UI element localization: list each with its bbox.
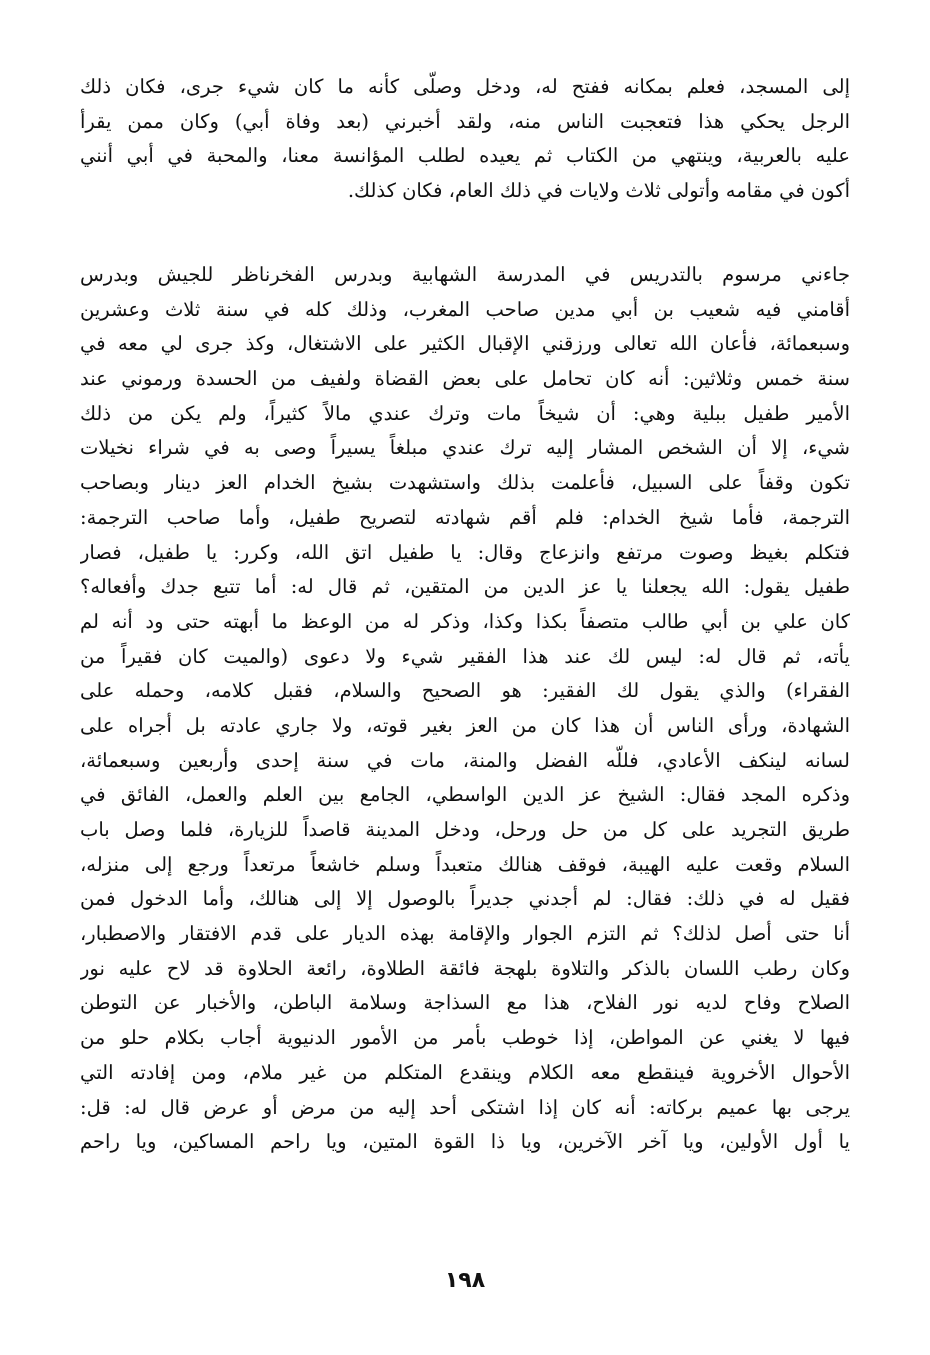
text-line: أكون في مقامه وأتولى ثلاث ولايات في ذلك العام، فكان كذلك. (347, 178, 850, 202)
text-line: طريق التجريد على كل من حل ورحل، ودخل المدينة قاصداً للزيارة، فلما وصل باب (80, 818, 850, 841)
paragraph-2 (80, 258, 850, 1160)
text-line: وذكره المجد فقال: الشيخ عز الدين الواسطي، الجامع بين العلم والعمل، الفائق في (80, 783, 850, 807)
text-line: يا أول الأولين، ويا آخر الآخرين، ويا ذا القوة المتين، ويا راحم المساكين، ويا راحم (80, 1130, 850, 1154)
text-line: وكان رطب اللسان بالذكر والتلاوة بلهجة فائقة الطلاوة، رائعة الحلاوة قد لاح عليه نور (80, 956, 850, 980)
text-line: أقامني فيه شعيب بن أبي مدين صاحب المغرب، وذلك كله في سنة ثلاث وعشرين (80, 297, 850, 321)
paragraph-1 (80, 70, 850, 208)
text-line: الأحوال الأخروية فينقطع معه الكلام وينقدع المتكلم من غير ملام، ومن إفادته التي (80, 1060, 850, 1084)
text-line: جاءني مرسوم بالتدريس في المدرسة الشهابية وبدرس الفخرناظر للجيش وبدرس (80, 263, 850, 286)
text-line: طفيل يقول: الله يجعلنا يا عز الدين من المتقين، ثم قال له: أما تتبع جدك وأفعاله؟ (80, 575, 850, 599)
text-line: يأته، ثم قال له: ليس لك عند هذا الفقير شيء ولا دعوى (والميت كان فقيراً من (80, 644, 850, 668)
text-line: إلى المسجد، فعلم بمكانه ففتح له، ودخل وصلّى كأنه ما كان شيء جرى، فكان ذلك (80, 75, 850, 98)
page-number: ١٩٨ (444, 1268, 486, 1293)
text-line: الشهادة، ورأى الناس أن هذا كان من العز بغير قوته، ولا جاري عادته بل أجراه على (80, 713, 850, 737)
text-line: شيء، إلا أن الشخص المشار إليه ترك عندي مبلغاً يسيراً وصى به في شراء نخيلات (80, 436, 850, 460)
text-line: فتكلم بغيظ وصوت مرتفع وانزعاج وقال: يا طفيل اتق الله، وكرر: يا طفيل، فصار (80, 540, 850, 564)
text-line: الفقراء) والذي يقول لك الفقير: هو الصحيح والسلام، فقبل كلامه، وحمله على (80, 679, 850, 703)
text-line: تكون وقفاً على السبيل، فأعلمت بذلك واستشهدت بشيخ الخدام العز دينار وبصاحب (80, 471, 850, 495)
text-line: لسانه لينكف الأعادي، فللّه الفضل والمنة، مات في سنة إحدى وأربعين وسبعمائة، (80, 748, 850, 772)
text-line: الصلاح وفاح لديه نور الفلاح، هذا مع السذاجة وسلامة الباطن، والأخبار عن التوطن (80, 991, 850, 1015)
text-line: أنا حتى أصل لذلك؟ ثم التزم الجوار والإقامة بهذه الديار على قدم الافتقار والاصطبار، (80, 922, 850, 946)
text-line: عليه بالعربية، وينتهي من الكتاب ثم يعيده لطلب المؤانسة معنا، والمحبة في أبي أنني (80, 144, 850, 167)
text-line: فقيل له في ذلك: فقال: لم أجدني جديراً بالوصول إلا إلى هنالك، وأما الدخول فمن (80, 887, 850, 911)
text-line: الترجمة، فأما شيخ الخدام: فلم أقم شهادته لتصريح طفيل، وأما صاحب الترجمة: (80, 505, 850, 529)
text-line: فيها لا يغني عن المواطن، إذا خوطب بأمر من الأمور الدنيوية أجاب بكلام حلو من (80, 1026, 850, 1050)
text-line: وسبعمائة، فأعان الله تعالى ورزقني الإقبال الكثير على الاشتغال، وكذ جرى لي معه في (80, 332, 850, 356)
text-line: سنة خمس وثلاثين: أنه كان تحامل على بعض القضاة ولفيف من الحسدة ورموني عند (80, 367, 850, 391)
text-line: السلام وقعت عليه الهيبة، فوقف هنالك متعبداً وسلم خاشعاً مرتعداً ورجع إلى منزله، (80, 852, 850, 876)
text-line: كان علي بن أبي طالب متصفاً بكذا وكذا، وذكر له من الوعظ ما أبهته حتى ود أنه لم (80, 609, 850, 633)
text-line: الرجل يحكي هذا فتعجبت الناس منه، ولقد أخبرني (بعد وفاة أبي) وكان ممن يقرأ (80, 109, 850, 133)
text-line: يرجى بها عميم بركاته: أنه كان إذا اشتكى أحد إليه من مرض أو عرض قال له: قل: (80, 1095, 850, 1119)
text-line: الأمير طفيل ببلية وهي: أن شيخاً مات وترك عندي مالاً كثيراً، ولم يكن من ذلك (80, 401, 850, 425)
